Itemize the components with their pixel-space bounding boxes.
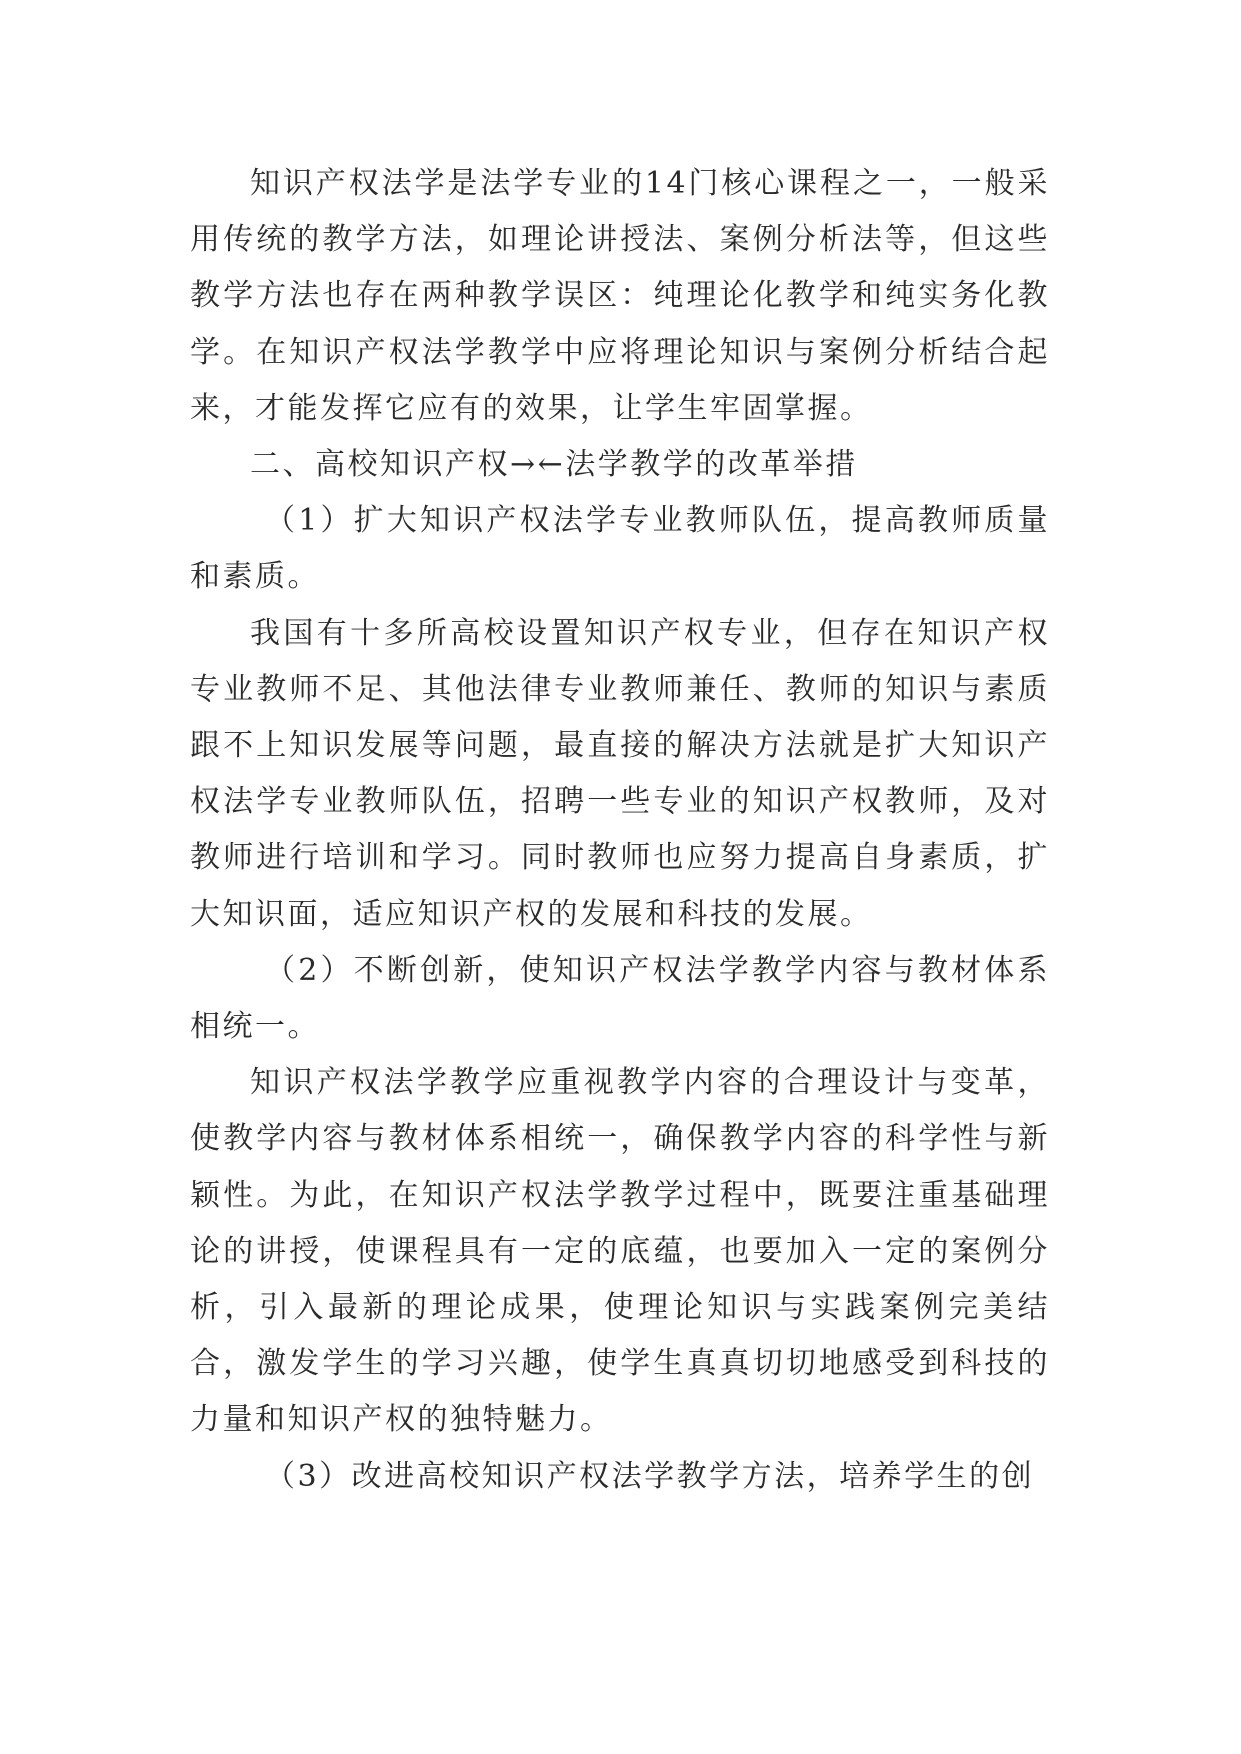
paragraph-intro: 知识产权法学是法学专业的14门核心课程之一，一般采用传统的教学方法，如理论讲授法、案例分析法等，但这些教学方法也存在两种教学误区：纯理论化教学和纯实务化教学。在知识产权法学教学中应将理论知识与案例分析结合起来，才能发挥它应有的效果，让学生牢固掌握。 bbox=[190, 166, 1050, 426]
document-body bbox=[190, 156, 1050, 1505]
subheading-2: （2）不断创新，使知识产权法学教学内容与教材体系相统一。 bbox=[190, 952, 1050, 1045]
section-heading: 二、高校知识产权→←法学教学的改革举措 bbox=[250, 447, 858, 483]
paragraph-teachers: 我国有十多所高校设置知识产权专业，但存在知识产权专业教师不足、其他法律专业教师兼任、教师的知识与素质跟不上知识发展等问题，最直接的解决方法就是扩大知识产权法学专业教师队伍，招聘一些专业的知识产权教师，及对教师进行培训和学习。同时教师也应努力提高自身素质，扩大知识面，适应知识产权的发展和科技的发展。 bbox=[190, 615, 1050, 932]
paragraph-content: 知识产权法学教学应重视教学内容的合理设计与变革，使教学内容与教材体系相统一，确保教学内容的科学性与新颖性。为此，在知识产权法学教学过程中，既要注重基础理论的讲授，使课程具有一定的底蕴，也要加入一定的案例分析，引入最新的理论成果，使理论知识与实践案例完美结合，激发学生的学习兴趣，使学生真真切切地感受到科技的力量和知识产权的独特魅力。 bbox=[190, 1065, 1050, 1438]
subheading-3: （3）改进高校知识产权法学教学方法，培养学生的创 bbox=[265, 1458, 1035, 1494]
subheading-1: （1）扩大知识产权法学专业教师队伍，提高教师质量和素质。 bbox=[190, 503, 1050, 595]
